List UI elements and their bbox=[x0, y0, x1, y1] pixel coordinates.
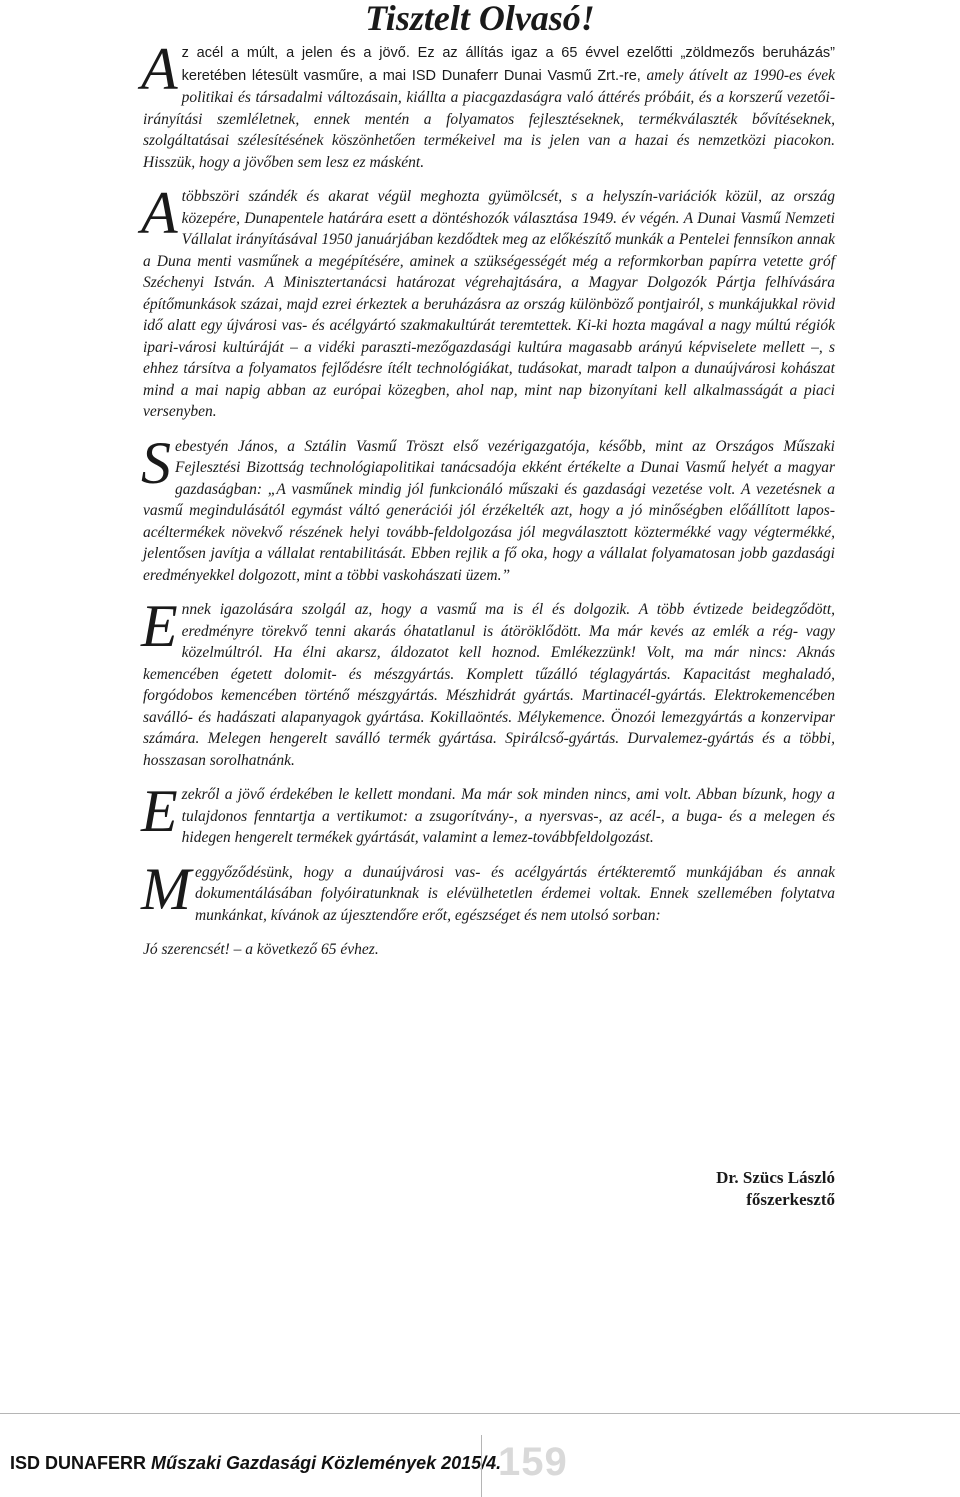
footer-publication bbox=[10, 1453, 501, 1474]
paragraph-text: eggyőződésünk, hogy a dunaújvárosi vas- és acélgyártás értékteremtő munkájában és annak dokumentálásában folyóiratunknak is elévülhetetlen érdemei voltak. Ennek szellemében folytatva munkánkat, kívánok az újesztendőre erőt, egészséget és nem utolsó sorban: bbox=[194, 863, 835, 924]
page-number: 159 bbox=[498, 1440, 568, 1484]
article-paragraph bbox=[141, 778, 835, 849]
paragraph-text: z acél a múlt, a jelen és a jövő. Ez az állítás igaz a 65 évvel ezelőtti „zöldmezős beruházás” keretében létesült vasműre, a mai ISD Dunaferr Dunai Vasmű Zrt.-re, bbox=[181, 45, 835, 84]
article-paragraph bbox=[141, 593, 835, 771]
signature-role: főszerkesztő bbox=[746, 1190, 835, 1209]
article-body bbox=[141, 36, 835, 961]
article-paragraph bbox=[141, 429, 835, 587]
drop-cap: S bbox=[141, 429, 171, 496]
paragraph-text: amely átívelt az 1990-es évek politikai és társadalmi változásain, kiállta a piacgazdaságra való áttérés próbáit, és a korszerű vezetői-irányítási szemléletnek, ennek mentén a folyamatos fejlesztéseknek, termékválaszték bővítéseknek, szolgáltatásai szélesítésének köszönhetően termékeivel ma is jelen van a hazai és nemzetközi piacokon. Hisszük, hogy a jövőben sem lesz ez másként. bbox=[143, 66, 835, 171]
drop-cap: A bbox=[141, 36, 178, 102]
signature-name: Dr. Szücs László bbox=[716, 1168, 835, 1187]
drop-cap: E bbox=[141, 593, 178, 659]
drop-cap: A bbox=[141, 180, 178, 246]
drop-cap: E bbox=[141, 778, 178, 844]
article-paragraph bbox=[141, 36, 835, 173]
footer-rule bbox=[0, 1413, 960, 1414]
footer-publication-title: Műszaki Gazdasági Közlemények 2015/4. bbox=[151, 1453, 502, 1473]
paragraph-text: zekről a jövő érdekében le kellett mondani. Ma már sok minden nincs, ami volt. Abban bízunk, hogy a tulajdonos fenntartja a vertikumot: a zsugorítvány-, a nyersvas-, az acél-, a buga- és a melegen és hidegen hengerelt termékek gyártását, valamint a lemez-továbbfeldolgozást. bbox=[181, 786, 835, 846]
footer-divider bbox=[481, 1435, 482, 1497]
paragraph-text: ebestyén János, a Sztálin Vasmű Tröszt első vezérigazgatója, később, mint az Országos Műszaki Fejlesztési Bizottság technológiapolitikai tanácsadója ekként értékelte a Dunai Vasmű helyét a magyar gazdaságban: „A vasműnek mindig jól funkcionáló műszaki és gazdasági vezetése volt. A vezetésnek a vasmű megindulásától egymást váltó generációi jól érzékelték azt, hogy a jó minőségben előállított lapos-acéltermékek növekvő részének helyi tovább-feldolgozása jól megválasztott köztermékké vagy végtermékké, jelentősen javítja a vállalat rentabilitását. Ebben rejlik a fő oka, hogy a vállalat folyamatosan jobb gazdasági eredményekkel dolgozott, mint a többi vaskohászati üzem.” bbox=[143, 437, 835, 584]
drop-cap: M bbox=[141, 855, 191, 922]
paragraph-text: nnek igazolására szolgál az, hogy a vasmű ma is él és dolgozik. A több évtizede beidegződött, eredményre törekvő tenni akarás óhatatlanul is átöröklődött. Ma már kevés az emlék a rég- vagy közelmúltról. Ha élni akarsz, áldozatot kell hoznod. Emlékezzünk! Volt, ma már nincs: Aknás kemencében égetett dolomit- és mészgyártás. Komplett tűzálló téglagyártás. Kapacitást meghaladó, forgódobos kemencében történő mészgyártás. Mészhidrát gyártás. Martinacél-gyártás. Elektrokemencében saválló- és hadászati alapanyagok gyártása. Kokillaöntés. Mélykemence. Önozói lemezgyártás a konzervipar számára. Melegen hengerelt saválló termék gyártása. Spirálcső-gyártás. Durvalemez-gyártás és a többi, hosszasan sorolhatnánk. bbox=[143, 601, 835, 769]
page-title: Tisztelt Olvasó! bbox=[365, 0, 595, 38]
article-paragraph bbox=[141, 180, 835, 423]
paragraph-text: többszöri szándék és akarat végül meghozta gyümölcsét, s a helyszín-variációk közül, az ország közepére, Dunapentele határára esett a döntéshozók választása 1949. év végén. A Dunai Vasmű Nemzeti Vállalat irányításával 1950 januárjában kezdődtek meg az előkészítő munkák a Pentelei fennsíkon annak a Duna menti vasműnek a megépítésére, aminek a szükségességét még a reformkorban papírra vetette gróf Széchenyi István. A Minisztertanácsi határozat végrehajtására, a Magyar Dolgozók Pártja felhívására építőmunkások százai, majd ezrei érkeztek a beruházásra az ország különböző pontjairól, s munkájukkal rövid idő alatt egy újvárosi vas- és acélgyártó szakmakultúrát teremtettek. Ki-ki hozta magával a nagy múltú régiók ipari-városi kultúráját – a vidéki paraszti-mezőgazdasági kultúra magasabb arányú képviselete mellett –, s ehhez társítva a folyamatos fejlődésre ítélt technológiákat, tudásokat, maradt talpon a dunaújvárosi kohászat mind a mai napig abban az európai közegben, ahol nap, mint nap bizonyítani kell alkalmasságát a piaci versenyben. bbox=[143, 188, 835, 420]
closing-line: Jó szerencsét! – a következő 65 évhez. bbox=[143, 941, 379, 958]
signature-block bbox=[716, 1167, 835, 1211]
article-paragraph bbox=[141, 855, 835, 927]
footer-publication-prefix: ISD DUNAFERR bbox=[10, 1453, 152, 1473]
